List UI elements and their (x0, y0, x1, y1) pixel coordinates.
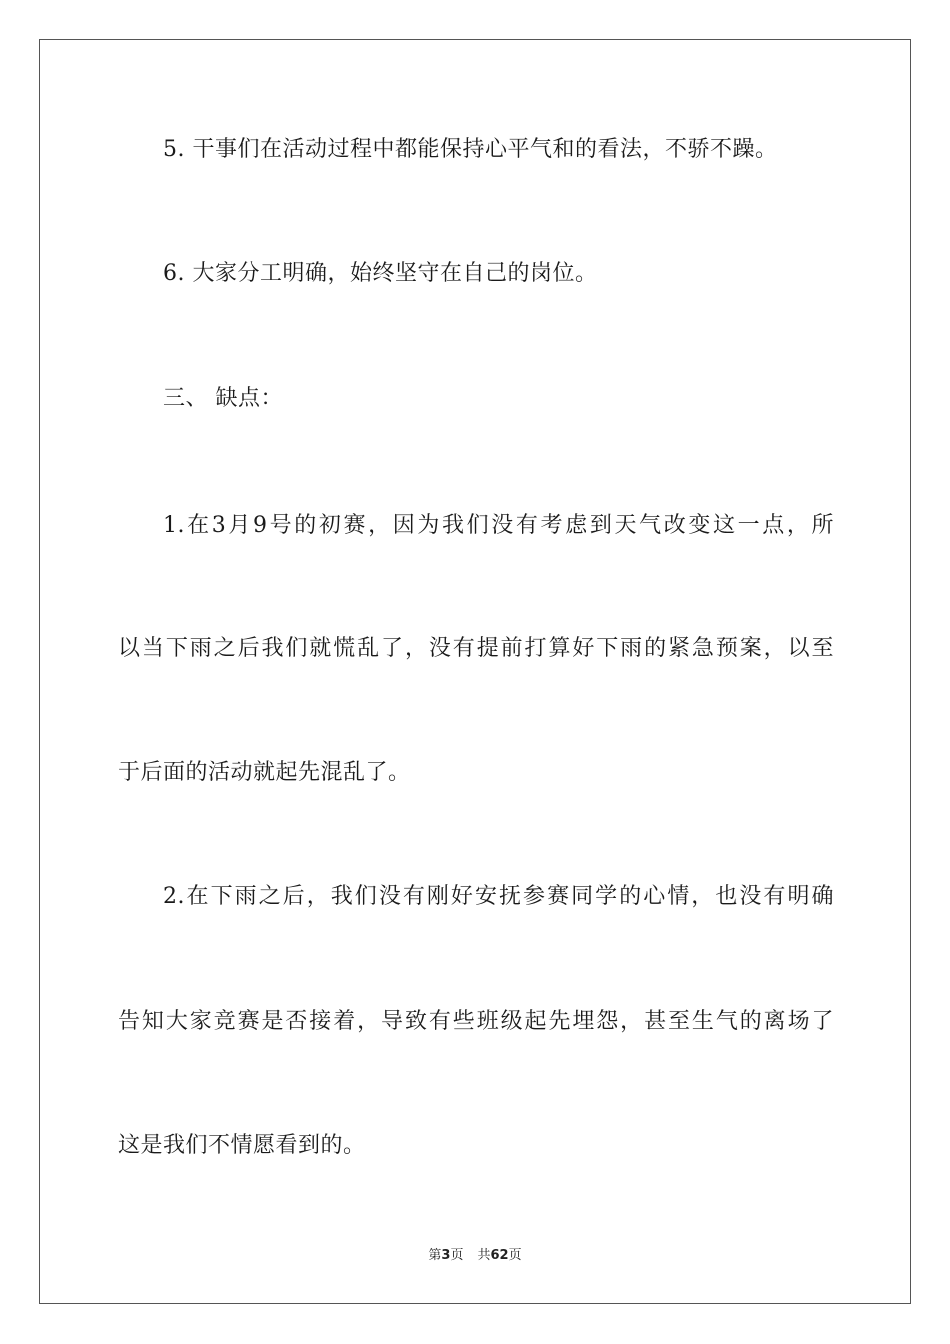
paragraph-line-2c: 这是我们不情愿看到的。 (118, 1133, 366, 1158)
total-suffix: 页 (508, 1248, 522, 1263)
page-prefix: 第 (428, 1248, 442, 1263)
total-prefix: 共 (477, 1248, 491, 1263)
total-pages: 62 (490, 1248, 509, 1263)
paragraph-line-5: 5. 干事们在活动过程中都能保持心平气和的看法，不骄不躁。 (163, 137, 778, 162)
paragraph-line-1c: 于后面的活动就起先混乱了。 (118, 760, 411, 785)
paragraph-line-6: 6. 大家分工明确，始终坚守在自己的岗位。 (163, 261, 598, 286)
paragraph-line-2b: 告知大家竞赛是否接着，导致有些班级起先埋怨，甚至生气的离场了 (118, 1009, 834, 1034)
paragraph-line-2a: 2.在下雨之后，我们没有刚好安抚参赛同学的心情，也没有明确 (163, 884, 834, 909)
page-suffix: 页 (450, 1248, 464, 1263)
paragraph-line-1a: 1.在3月9号的初赛，因为我们没有考虑到天气改变这一点，所 (163, 513, 834, 538)
section-heading-shortcomings: 三、 缺点： (163, 386, 283, 411)
page-border (39, 39, 911, 1304)
page-footer (0, 1247, 950, 1265)
page-number: 3 (441, 1248, 451, 1263)
paragraph-line-1b: 以当下雨之后我们就慌乱了，没有提前打算好下雨的紧急预案，以至 (118, 636, 834, 661)
